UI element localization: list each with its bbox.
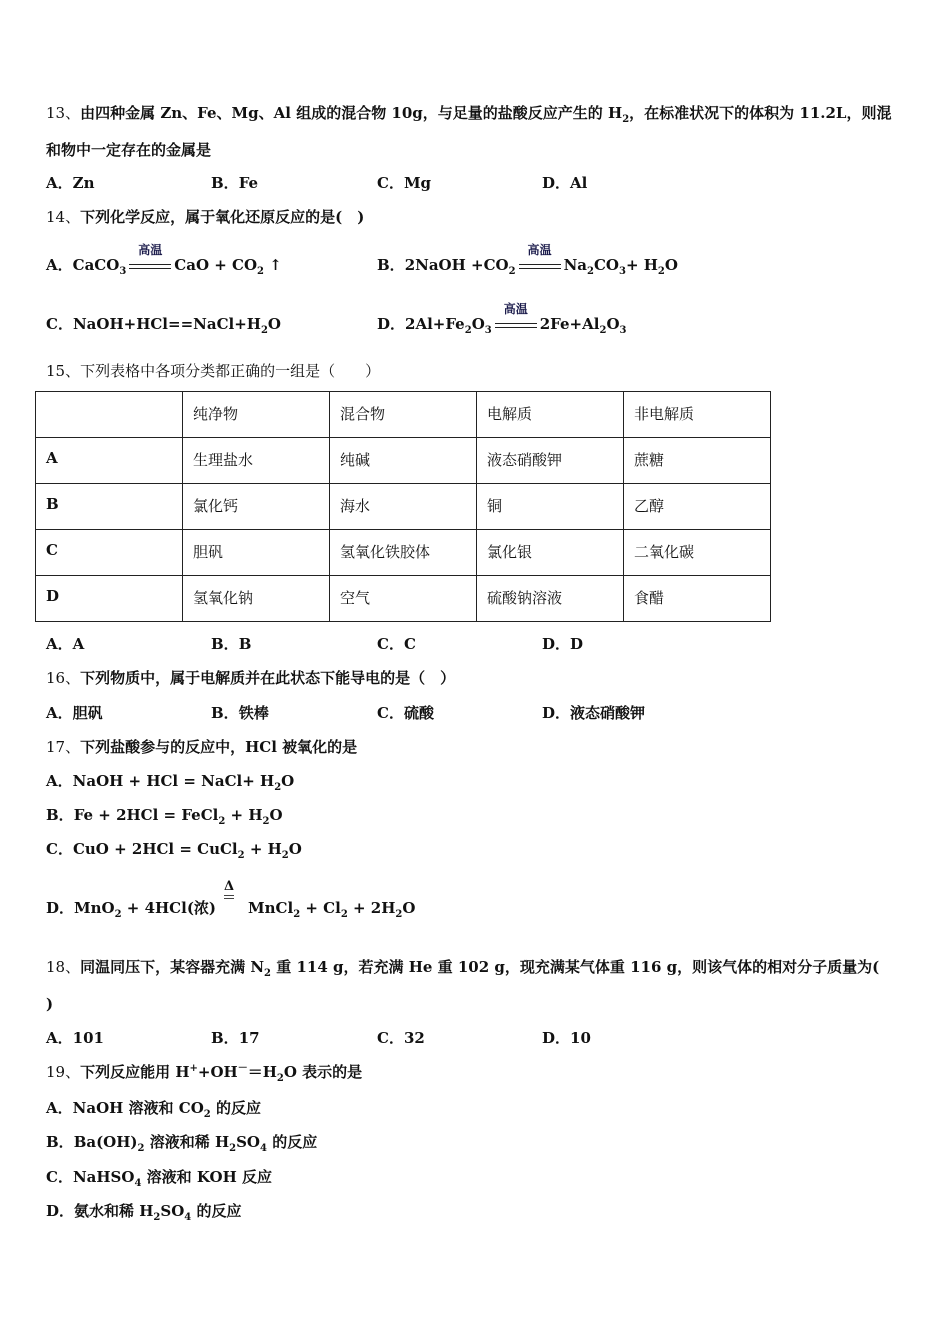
option-text: A xyxy=(72,635,85,653)
table-header-cell: 电解质 xyxy=(477,392,624,438)
subscript: 2 xyxy=(622,114,630,125)
option-label: D． xyxy=(46,899,75,917)
table-cell: A xyxy=(36,438,183,484)
superscript: － xyxy=(237,1063,248,1074)
option-text: D xyxy=(570,635,584,653)
option-text: Mg xyxy=(403,174,432,192)
q18-option-c[interactable] xyxy=(377,1028,425,1048)
equals-line xyxy=(129,268,171,269)
table-header-cell: 混合物 xyxy=(330,392,477,438)
option-label: D． xyxy=(542,704,571,722)
subscript: 4 xyxy=(134,1178,142,1189)
q16-stem xyxy=(46,668,455,688)
q16-stem-text: 下列物质中，属于电解质并在此状态下能导电的是（ ） xyxy=(80,669,456,687)
subscript: 3 xyxy=(119,266,127,277)
q16-option-c[interactable] xyxy=(377,703,434,723)
q14-number: 14、 xyxy=(46,208,81,226)
table-cell: 海水 xyxy=(330,484,477,530)
option-label: D． xyxy=(542,174,571,192)
option-label: C． xyxy=(377,1029,404,1047)
option-label: B． xyxy=(377,256,405,274)
q17-stem xyxy=(46,737,357,757)
table-cell: 胆矾 xyxy=(183,530,330,576)
q14-stem-text: 下列化学反应，属于氧化还原反应的是( ) xyxy=(80,208,365,226)
condition-label: 高温 xyxy=(138,243,163,257)
q18-option-d[interactable] xyxy=(542,1028,591,1048)
subscript: 3 xyxy=(619,325,627,336)
formula: + Cl xyxy=(300,899,341,917)
table-header-cell: 非电解质 xyxy=(624,392,771,438)
subscript: 2 xyxy=(237,850,245,861)
formula: NaOH+HCl==NaCl+H xyxy=(72,315,261,333)
formula: O xyxy=(288,840,302,858)
table-cell: B xyxy=(36,484,183,530)
formula: 2Fe+Al xyxy=(539,315,600,333)
formula: O xyxy=(281,772,295,790)
q17-stem-text: 下列盐酸参与的反应中，HCl 被氧化的是 xyxy=(80,738,358,756)
subscript: 2 xyxy=(599,325,607,336)
subscript: 2 xyxy=(137,1143,145,1154)
option-text: Fe xyxy=(238,174,259,192)
table-cell: 生理盐水 xyxy=(183,438,330,484)
table-row xyxy=(36,530,771,576)
q18-line1 xyxy=(46,957,879,977)
q15-option-b[interactable] xyxy=(211,634,251,654)
formula: MnCl xyxy=(248,899,294,917)
q15-stem xyxy=(46,361,380,381)
table-row xyxy=(36,438,771,484)
q15-option-a[interactable] xyxy=(46,634,84,654)
option-text: 10 xyxy=(570,1029,591,1047)
condition-label: 高温 xyxy=(503,302,528,316)
subscript: 2 xyxy=(264,968,271,979)
subscript: 2 xyxy=(281,850,289,861)
high-temp-condition xyxy=(495,302,537,335)
subscript: 2 xyxy=(395,909,403,920)
q18-stem-text: 同温同压下，某容器充满 N xyxy=(80,958,265,976)
equals-line xyxy=(495,323,537,324)
option-text: 的反应 xyxy=(191,1202,242,1220)
formula: + 2H xyxy=(347,899,396,917)
formula: O xyxy=(471,315,485,333)
subscript: 2 xyxy=(276,1073,284,1084)
equals-line xyxy=(519,268,561,269)
option-text: 溶液和 KOH 反应 xyxy=(141,1168,272,1186)
q17-option-d[interactable] xyxy=(46,879,416,920)
q15-option-c[interactable] xyxy=(377,634,416,654)
q19-option-d[interactable] xyxy=(46,1201,242,1221)
q19-stem-text: +OH xyxy=(197,1063,238,1081)
option-label: A． xyxy=(46,704,73,722)
option-label: C． xyxy=(377,635,404,653)
formula: CO xyxy=(593,256,619,274)
subscript: 2 xyxy=(153,1212,161,1223)
q19-option-b[interactable] xyxy=(46,1132,317,1152)
formula: ↑ xyxy=(264,256,282,274)
subscript: 2 xyxy=(293,909,301,920)
q19-option-c[interactable] xyxy=(46,1167,272,1187)
option-text: SO xyxy=(160,1202,185,1220)
formula: Fe + 2HCl = FeCl xyxy=(73,806,219,824)
table-cell: 食醋 xyxy=(624,576,771,622)
option-label: D． xyxy=(542,635,571,653)
formula: CaCO xyxy=(72,256,120,274)
subscript: 2 xyxy=(508,266,516,277)
q17-option-a[interactable] xyxy=(46,771,294,791)
q17-option-b[interactable] xyxy=(46,805,283,825)
option-label: A． xyxy=(46,174,73,192)
subscript: 2 xyxy=(340,909,348,920)
q14-option-c[interactable] xyxy=(46,314,281,334)
subscript: 4 xyxy=(184,1212,192,1223)
formula: O xyxy=(664,256,678,274)
formula: CaO + CO xyxy=(174,256,258,274)
table-cell: D xyxy=(36,576,183,622)
high-temp-condition xyxy=(129,243,171,276)
q18-option-a[interactable] xyxy=(46,1028,104,1048)
q13-line2: 和物中一定存在的金属是 xyxy=(46,141,212,159)
superscript: + xyxy=(189,1063,198,1074)
option-text: 氨水和稀 H xyxy=(74,1202,154,1220)
subscript: 2 xyxy=(657,266,665,277)
table-cell: 乙醇 xyxy=(624,484,771,530)
q17-option-c[interactable] xyxy=(46,839,302,859)
option-text: Al xyxy=(570,174,588,192)
table-cell: 氢氧化铁胶体 xyxy=(330,530,477,576)
q14-option-b[interactable] xyxy=(377,243,678,277)
formula: + 4HCl(浓) xyxy=(121,899,217,917)
option-label: C． xyxy=(46,315,73,333)
option-text: NaHSO xyxy=(72,1168,135,1186)
option-label: A． xyxy=(46,1029,73,1047)
subscript: 2 xyxy=(274,782,282,793)
q13-line1 xyxy=(46,103,891,123)
option-text: Ba(OH) xyxy=(73,1133,138,1151)
q17-number: 17、 xyxy=(46,738,81,756)
q18-number: 18、 xyxy=(46,958,81,976)
q19-stem-text: 下列反应能用 H xyxy=(80,1063,190,1081)
table-cell: 铜 xyxy=(477,484,624,530)
formula: O xyxy=(402,899,416,917)
q19-stem-text: O 表示的是 xyxy=(283,1063,363,1081)
q13-stem-text: 由四种金属 Zn、Fe、Mg、Al 组成的混合物 10g，与足量的盐酸反应产生的 H xyxy=(80,104,623,122)
option-label: B． xyxy=(211,704,239,722)
option-label: D． xyxy=(542,1029,571,1047)
table-cell: 二氧化碳 xyxy=(624,530,771,576)
equals-line xyxy=(224,898,234,899)
table-cell: 蔗糖 xyxy=(624,438,771,484)
formula: 2Al+Fe xyxy=(405,315,465,333)
option-label: B． xyxy=(211,635,239,653)
option-label: B． xyxy=(46,1133,74,1151)
formula: + H xyxy=(244,840,282,858)
q13-option-d[interactable] xyxy=(542,173,587,193)
q19-stem-text: ＝H xyxy=(247,1063,277,1081)
q16-option-d[interactable] xyxy=(542,703,645,723)
q19-stem xyxy=(46,1062,362,1082)
subscript: 2 xyxy=(587,266,594,277)
table-cell: 氯化钙 xyxy=(183,484,330,530)
table-cell: 硫酸钠溶液 xyxy=(477,576,624,622)
formula: O xyxy=(269,806,283,824)
subscript: 2 xyxy=(218,816,226,827)
formula: NaOH + HCl = NaCl+ H xyxy=(72,772,275,790)
condition-label: 高温 xyxy=(527,243,552,257)
option-text: 液态硝酸钾 xyxy=(570,704,646,722)
table-cell: 氢氧化钠 xyxy=(183,576,330,622)
option-text: Zn xyxy=(72,174,95,192)
subscript: 2 xyxy=(257,266,264,277)
q18-line2: ) xyxy=(46,995,54,1013)
q16-number: 16、 xyxy=(46,669,81,687)
option-text: 胆矾 xyxy=(72,704,103,722)
subscript: 4 xyxy=(260,1143,267,1154)
option-label: A． xyxy=(46,1099,73,1117)
option-label: A． xyxy=(46,256,73,274)
option-text: 17 xyxy=(238,1029,260,1047)
option-text: 的反应 xyxy=(266,1133,318,1151)
subscript: 2 xyxy=(260,325,268,336)
option-text: 101 xyxy=(72,1029,104,1047)
option-label: D． xyxy=(46,1202,75,1220)
subscript: 2 xyxy=(262,816,270,827)
q16-option-a[interactable] xyxy=(46,703,103,723)
q13-option-b[interactable] xyxy=(211,173,258,193)
classification-table xyxy=(35,391,771,622)
option-text: C xyxy=(403,635,416,653)
table-cell: 纯碱 xyxy=(330,438,477,484)
table-cell xyxy=(36,392,183,438)
table-row xyxy=(36,576,771,622)
option-label: B． xyxy=(211,1029,239,1047)
formula: O xyxy=(267,315,281,333)
table-cell: C xyxy=(36,530,183,576)
q16-option-b[interactable] xyxy=(211,703,269,723)
subscript: 3 xyxy=(484,325,492,336)
table-cell: 空气 xyxy=(330,576,477,622)
option-text: 硫酸 xyxy=(403,704,434,722)
option-label: C． xyxy=(46,840,73,858)
heating-condition xyxy=(218,879,240,919)
option-label: C． xyxy=(46,1168,73,1186)
q13-stem-tail: ，在标准状况下的体积为 11.2L，则混 xyxy=(629,104,892,122)
table-header-row xyxy=(36,392,771,438)
table-header-cell: 纯净物 xyxy=(183,392,330,438)
option-text: SO xyxy=(236,1133,260,1151)
q13-option-a[interactable] xyxy=(46,173,95,193)
q15-stem-text: 下列表格中各项分类都正确的一组是（ ） xyxy=(80,362,381,380)
option-label: D． xyxy=(377,315,406,333)
formula: MnO xyxy=(74,899,115,917)
table-cell: 氯化银 xyxy=(477,530,624,576)
option-text: NaOH 溶液和 CO xyxy=(72,1099,204,1117)
option-label: A． xyxy=(46,772,73,790)
option-label: C． xyxy=(377,704,404,722)
option-label: C． xyxy=(377,174,404,192)
q15-number: 15、 xyxy=(46,362,81,380)
subscript: 2 xyxy=(464,325,472,336)
q14-stem xyxy=(46,207,364,227)
equals-line xyxy=(519,264,561,265)
q18-stem-text: 重 114 g，若充满 He 重 102 g，现充满某气体重 116 g，则该气体的相对分子质量为( xyxy=(271,958,880,976)
q19-number: 19、 xyxy=(46,1063,81,1081)
table-row xyxy=(36,484,771,530)
formula: Na xyxy=(563,256,587,274)
option-label: A． xyxy=(46,635,73,653)
high-temp-condition xyxy=(519,243,561,276)
option-label: B． xyxy=(46,806,74,824)
subscript: 2 xyxy=(229,1143,237,1154)
formula: + H xyxy=(225,806,263,824)
option-text: B xyxy=(238,635,252,653)
q14-option-a[interactable] xyxy=(46,243,282,277)
equals-line xyxy=(495,327,537,328)
q15-option-d[interactable] xyxy=(542,634,583,654)
equals-line xyxy=(224,895,234,896)
heat-symbol: Δ xyxy=(223,879,235,894)
formula: O xyxy=(606,315,620,333)
subscript: 3 xyxy=(618,266,626,277)
formula: 2NaOH +CO xyxy=(404,256,509,274)
subscript: 2 xyxy=(114,909,122,920)
q19-option-a[interactable] xyxy=(46,1098,261,1118)
q13-number: 13、 xyxy=(46,104,81,122)
q14-option-d[interactable] xyxy=(377,302,627,336)
formula: + H xyxy=(625,256,658,274)
formula: CuO + 2HCl = CuCl xyxy=(72,840,238,858)
option-text: 溶液和稀 H xyxy=(144,1133,230,1151)
option-text: 铁棒 xyxy=(238,704,269,722)
option-label: B． xyxy=(211,174,239,192)
q18-option-b[interactable] xyxy=(211,1028,260,1048)
table-cell: 液态硝酸钾 xyxy=(477,438,624,484)
option-text: 的反应 xyxy=(210,1099,261,1117)
subscript: 2 xyxy=(203,1109,211,1120)
option-text: 32 xyxy=(403,1029,425,1047)
q13-option-c[interactable] xyxy=(377,173,431,193)
equals-line xyxy=(129,264,171,265)
